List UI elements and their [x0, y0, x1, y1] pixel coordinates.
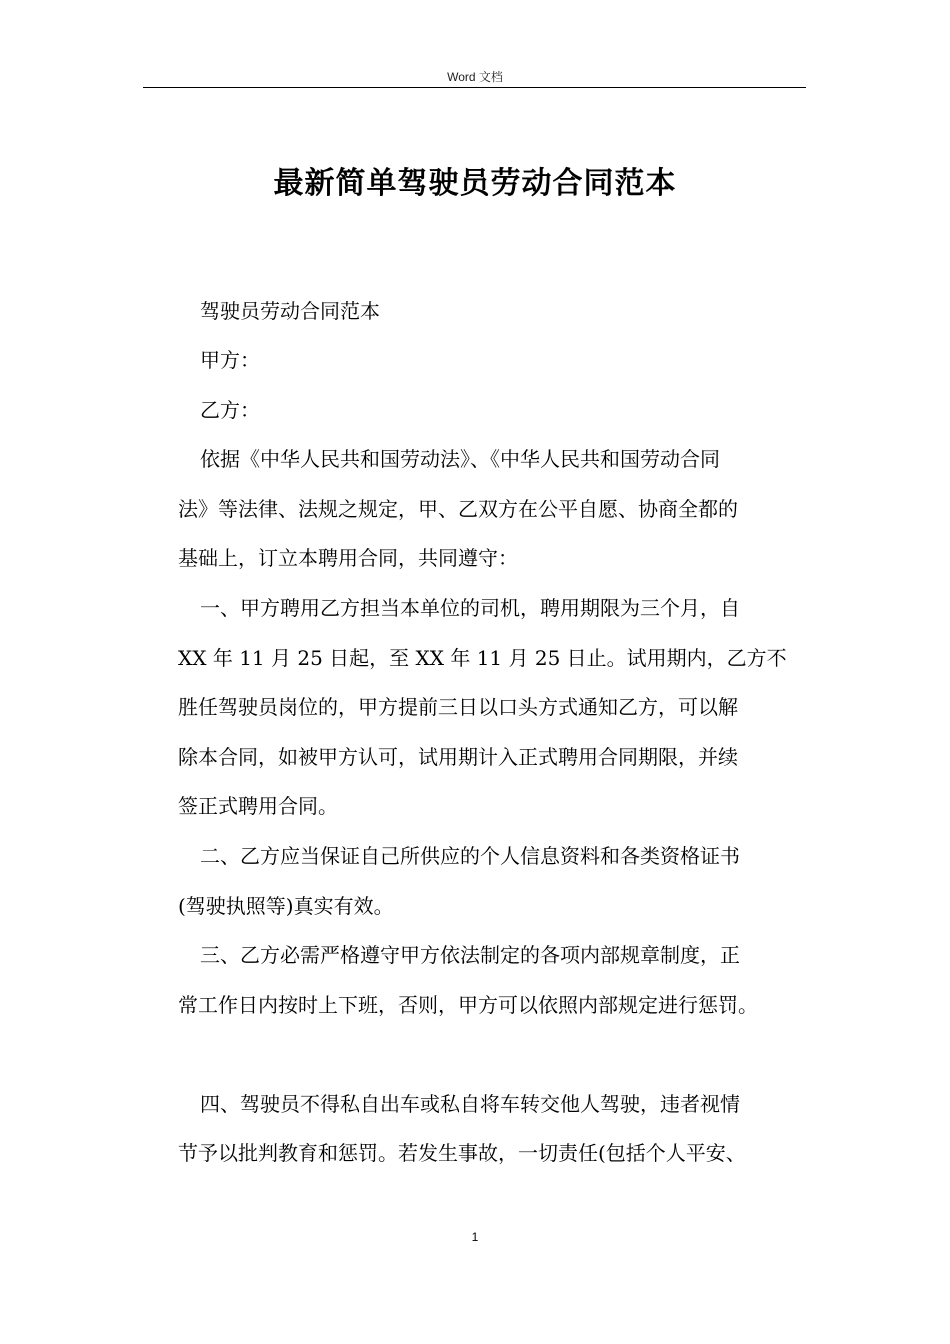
body-line: (驾驶执照等)真实有效。: [178, 894, 394, 918]
body-line: 乙方：: [200, 398, 260, 422]
body-line: 常工作日内按时上下班，否则，甲方可以依照内部规定进行惩罚。: [178, 993, 758, 1017]
page-header: Word 文档: [447, 70, 503, 84]
body-line: 节予以批判教育和惩罚。若发生事故，一切责任(包括个人平安、: [178, 1141, 746, 1165]
body-line: 法》等法律、法规之规定，甲、乙双方在公平自愿、协商全都的: [178, 497, 738, 521]
body-line: XX 年 11 月 25 日起，至 XX 年 11 月 25 日止。试用期内，乙方不: [178, 646, 787, 670]
body-line: 胜任驾驶员岗位的，甲方提前三日以口头方式通知乙方，可以解: [178, 695, 738, 719]
header-divider: [143, 87, 806, 88]
body-line: 除本合同，如被甲方认可，试用期计入正式聘用合同期限，并续: [178, 745, 738, 769]
body-line: 甲方：: [200, 348, 260, 372]
body-line: 基础上，订立本聘用合同，共同遵守：: [178, 546, 518, 570]
page-number: 1: [471, 1230, 479, 1244]
body-line: 三、乙方必需严格遵守甲方依法制定的各项内部规章制度，正: [200, 943, 740, 967]
body-line: 二、乙方应当保证自己所供应的个人信息资料和各类资格证书: [200, 844, 740, 868]
body-line: 签正式聘用合同。: [178, 794, 338, 818]
body-line: 驾驶员劳动合同范本: [200, 299, 380, 323]
body-line: 四、驾驶员不得私自出车或私自将车转交他人驾驶，违者视情: [200, 1092, 740, 1116]
body-line: 一、甲方聘用乙方担当本单位的司机，聘用期限为三个月，自: [200, 596, 740, 620]
body-line: 依据《中华人民共和国劳动法》、《中华人民共和国劳动合同: [200, 447, 720, 471]
document-title: 最新简单驾驶员劳动合同范本: [273, 166, 677, 201]
